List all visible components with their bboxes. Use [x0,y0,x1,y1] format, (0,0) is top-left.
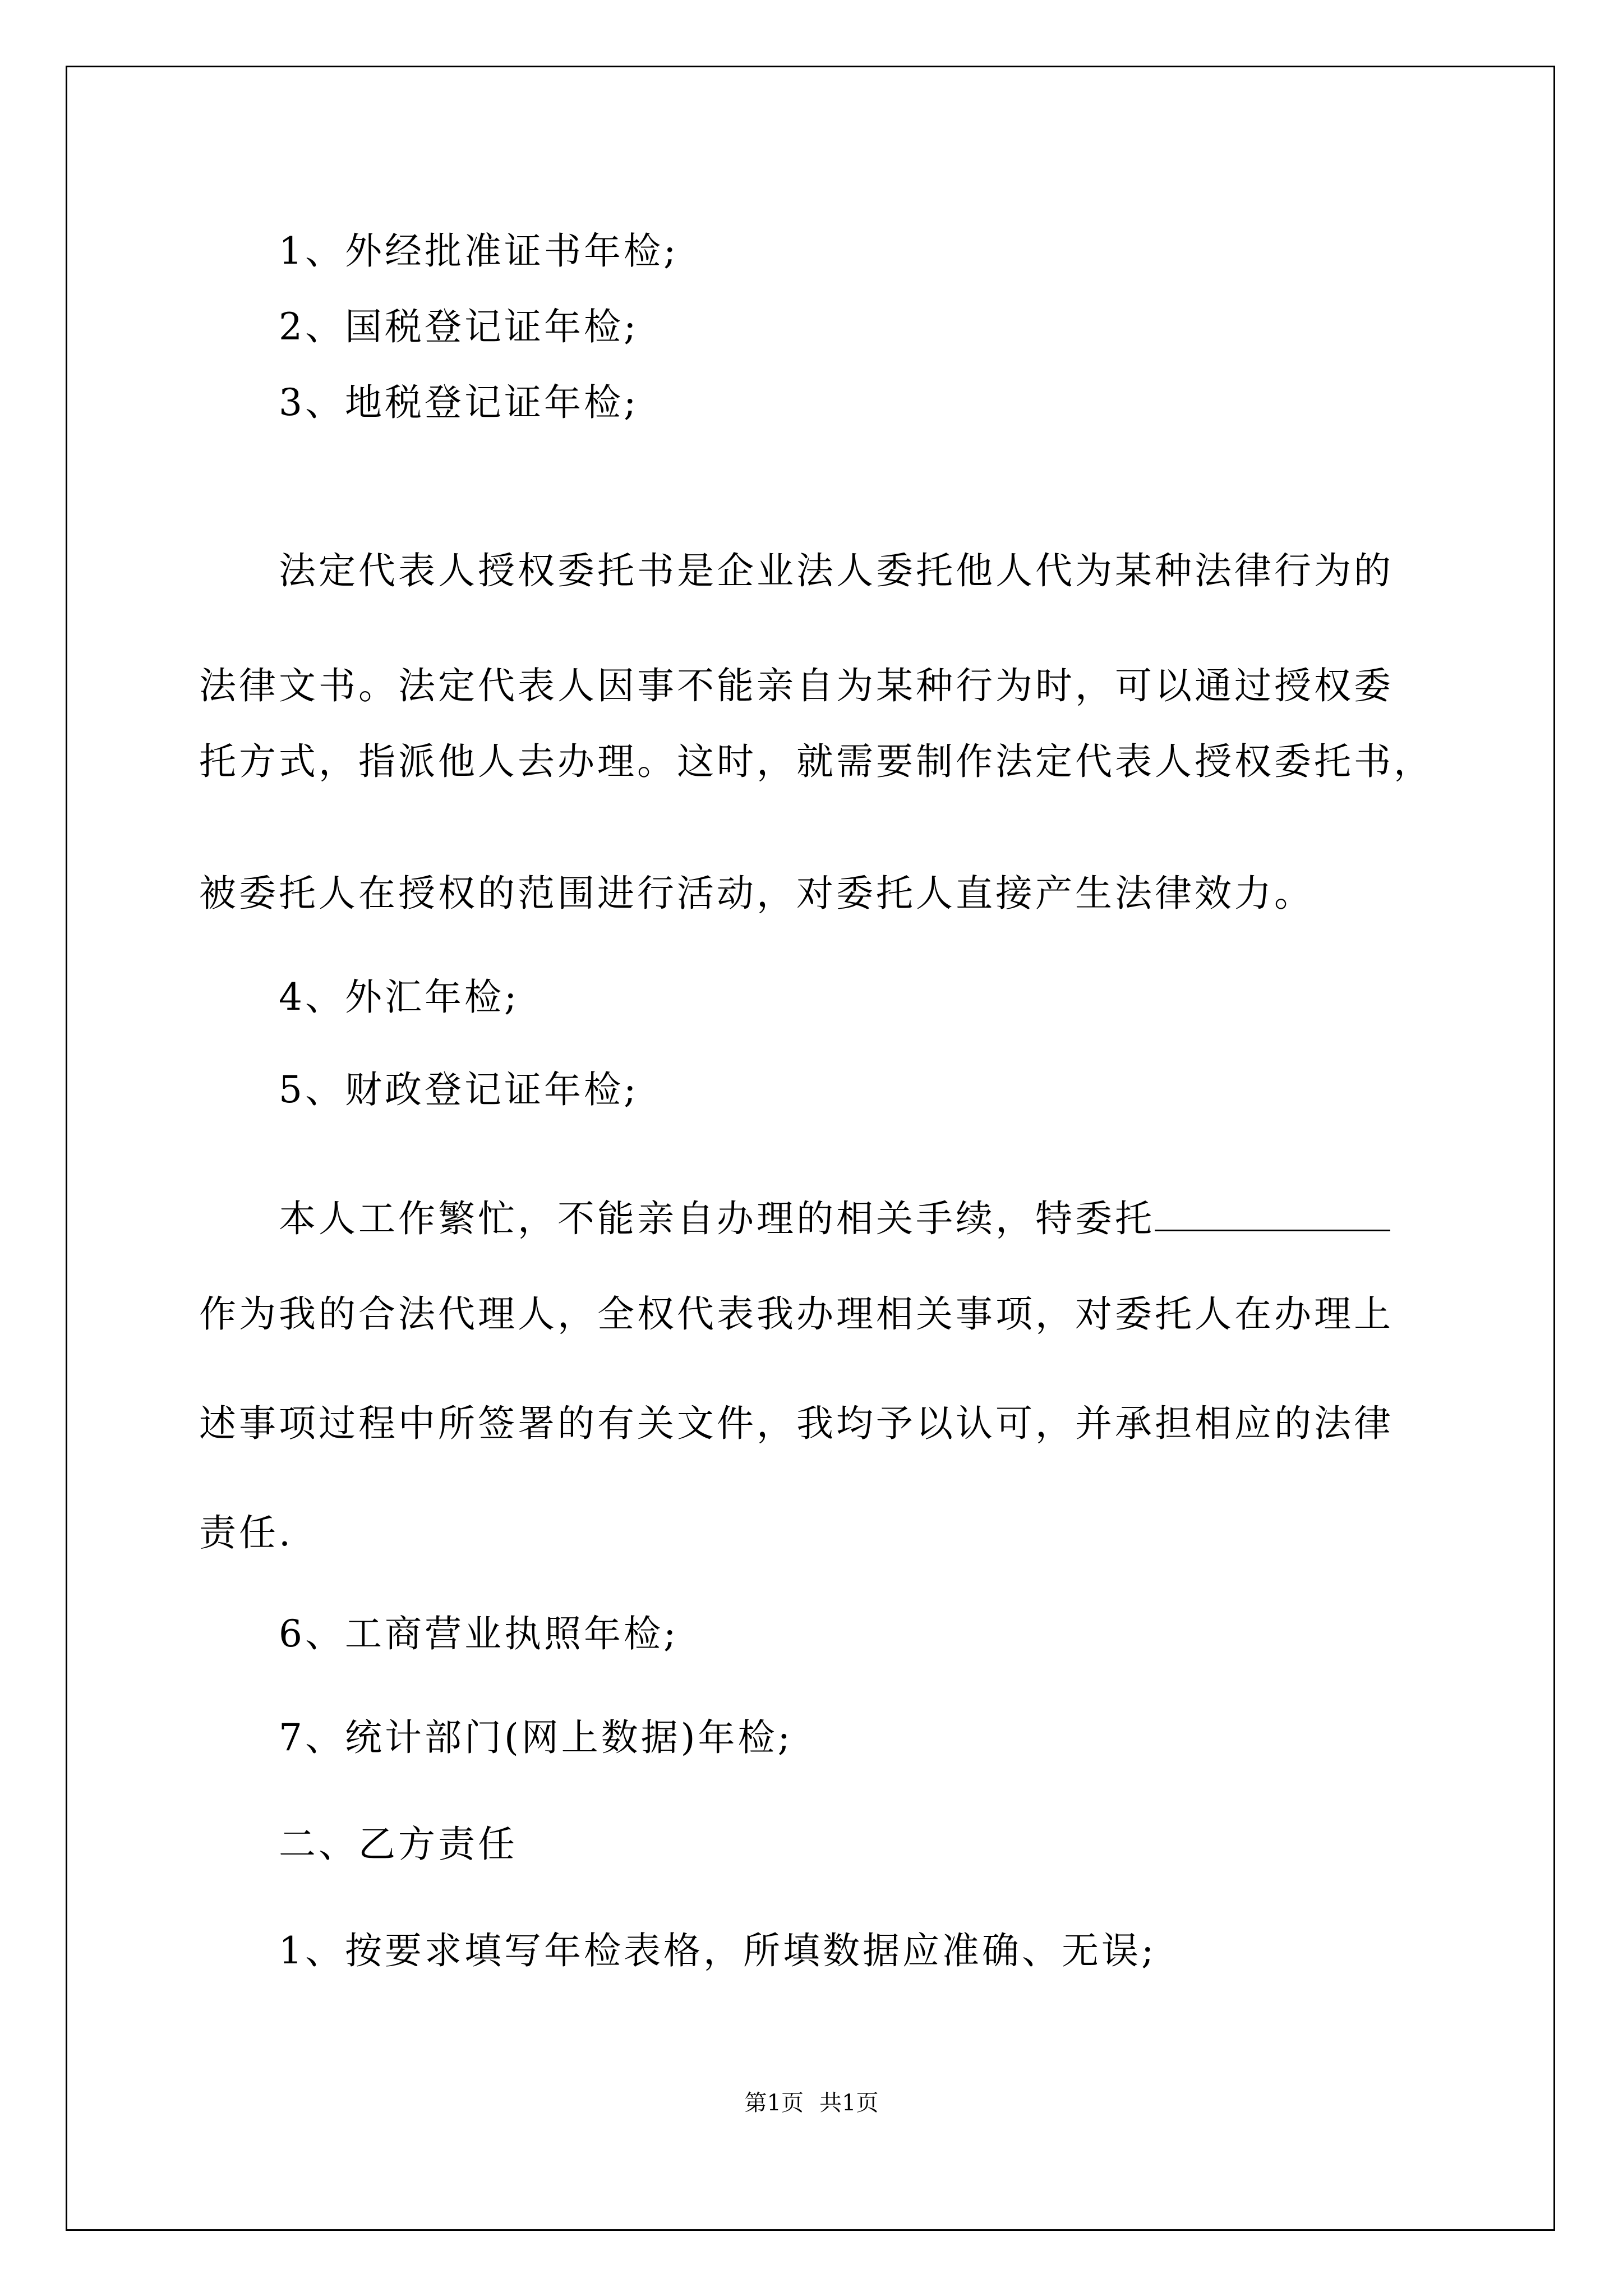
paragraph-line [279,1197,1390,1241]
paragraph-line: 4、外汇年检; [279,976,520,1019]
paragraph-line: 法定代表人授权委托书是企业法人委托他人代为某种法律行为的 [279,549,1394,592]
paragraph-line: 2、国税登记证年检; [279,305,639,348]
page-number: 第1页 [744,2090,804,2116]
paragraph-line: 托方式，指派他人去办理。这时，就需要制作法定代表人授权委托书， [199,740,1433,783]
paragraph-line: 法律文书。法定代表人因事不能亲自为某种行为时，可以通过授权委 [199,664,1394,707]
page-footer [0,2089,1623,2117]
paragraph-text: 本人工作繁忙，不能亲自办理的相关手续，特委托 [279,1197,1155,1240]
paragraph-line: 7、统计部门(网上数据)年检; [279,1716,793,1759]
page-total: 共1页 [819,2090,879,2116]
paragraph-line: 3、地税登记证年检; [279,381,639,424]
paragraph-line: 被委托人在授权的范围进行活动，对委托人直接产生法律效力。 [199,872,1314,915]
paragraph-line: 6、工商营业执照年检; [279,1612,679,1655]
paragraph-line: 作为我的合法代理人，全权代表我办理相关事项，对委托人在办理上 [199,1292,1394,1336]
paragraph-line: 责任. [199,1511,293,1554]
paragraph-line: 1、按要求填写年检表格，所填数据应准确、无误; [279,1929,1157,1972]
blank-fill-line [1155,1225,1390,1231]
paragraph-line: 5、财政登记证年检; [279,1068,639,1111]
paragraph-line: 1、外经批准证书年检; [279,229,679,273]
section-heading: 二、乙方责任 [279,1823,518,1866]
paragraph-line: 述事项过程中所签署的有关文件，我均予以认可，并承担相应的法律 [199,1402,1394,1445]
